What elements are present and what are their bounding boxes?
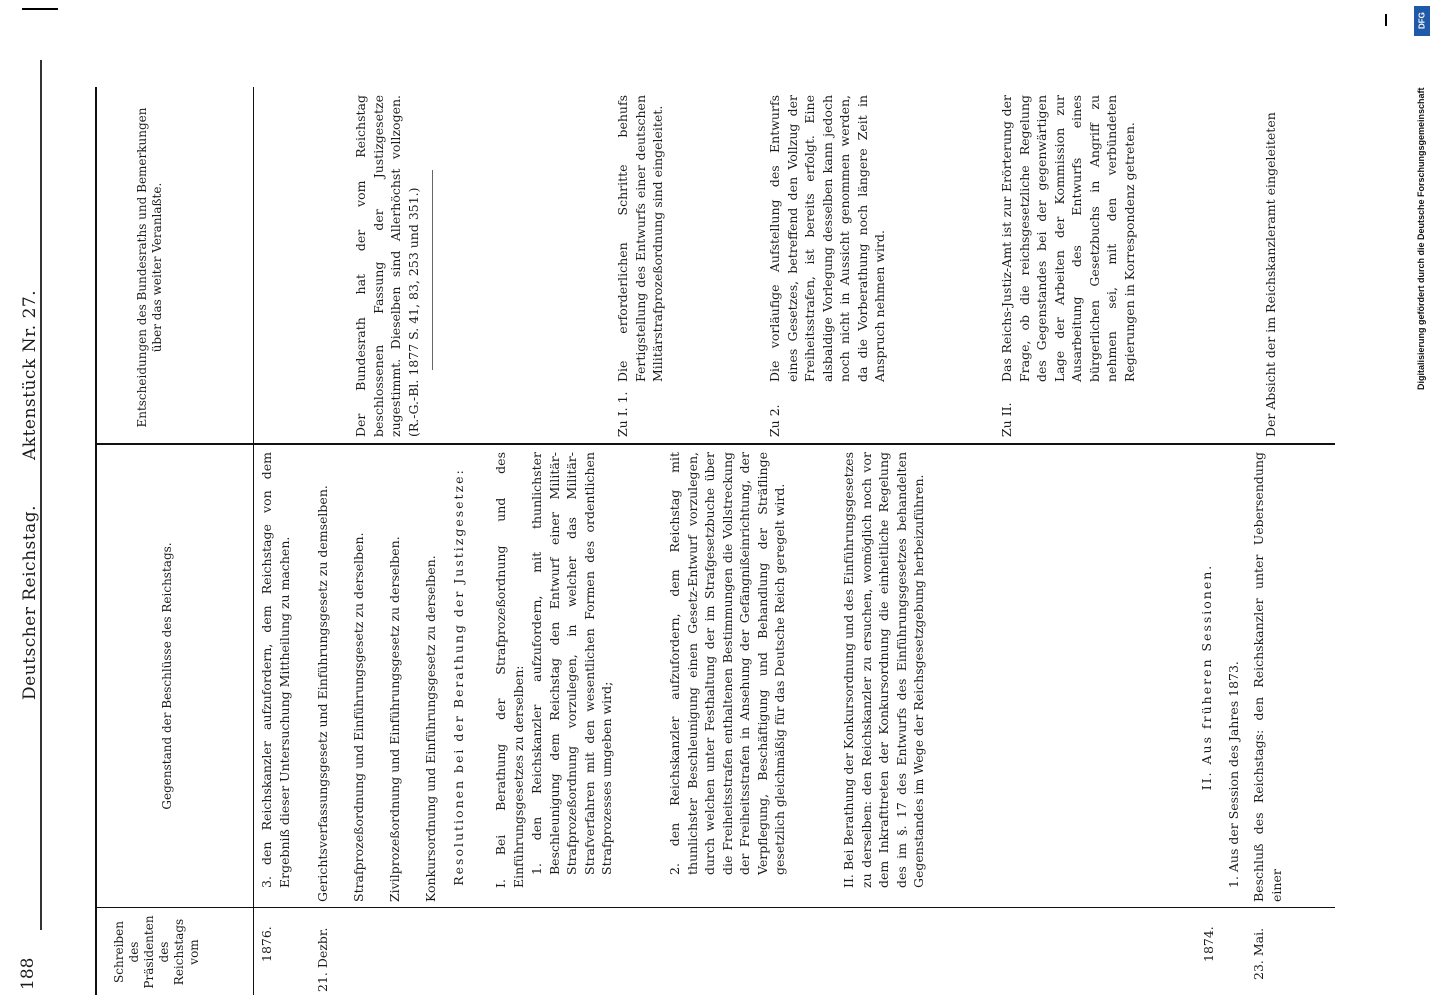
resolution-I-1: 1. den Reichskanzler aufzufordern, mit thunlichster Beschleunigung dem Reichstag den Entwurf einer Militär-Strafprozeßordnung vorzulegen, in welcher das Militär-Strafverfahren mit den wesentlichen Formen des ordentlichen Strafprozesses umgeben wird; bbox=[529, 452, 614, 875]
short-rule bbox=[432, 170, 433, 370]
law-ko: Konkursordnung und Einführungsgesetz zu derselben. bbox=[423, 555, 438, 902]
date-23-mai: 23. Mai. bbox=[1251, 927, 1266, 980]
resolution-II: II. Bei Berathung der Konkursordnung und des Einführungsgesetzes zu derselben: den Reichskanzler zu ersuchen, womöglich noch vor dem Inkrafttreten der Konkursordnung die einheitliche Regelung des im §. 17 des Entwurfs des Einführungsgesetzes behandelten Gegenstandes im Wege der Reichsgesetzgebung herbeizuführen. bbox=[841, 452, 926, 888]
column-divider-date bbox=[95, 907, 1335, 908]
date-1874: 1874. bbox=[1201, 926, 1216, 962]
decision-justizgesetze: Der Bundesrath hat der vom Reichstag beschlossenen Fassung der Justizgesetze zugestimmt. Dieselben sind Allerhöchst vollzogen. (R.-G.-Bl. 1877 S. 41, 83, 253 und 351.) bbox=[353, 95, 421, 437]
table-top-rule bbox=[95, 87, 97, 995]
decision-last: Der Absicht der im Reichskanzleramt eingeleiteten bbox=[1263, 112, 1278, 437]
session-1873-heading: 1. Aus der Session des Jahres 1873. bbox=[1226, 661, 1241, 888]
date-21-dezbr: 21. Dezbr. bbox=[315, 927, 330, 992]
document-number: Aktenstück Nr. 27. bbox=[20, 289, 40, 460]
column-header-decisions: Entscheidungen des Bundesraths und Bemerkungen über das weiter Veranlaßte. bbox=[135, 107, 164, 428]
decision-I-1: Die erforderlichen Schritte behufs Fertigstellung des Entwurfs einer deutschen Militärstrafprozeßordnung sind eingeleitet. bbox=[615, 95, 665, 382]
column-header-date: Schreiben des Präsidenten des Reichstags vom bbox=[112, 915, 201, 989]
ref-II: Zu II. bbox=[999, 402, 1014, 437]
header-bottom-rule bbox=[253, 87, 254, 995]
decision-I-2: Die vorläufige Aufstellung des Entwurfs eines Gesetzes, betreffend den Vollzug der Freiheitsstrafen, ist bereits erfolgt. Eine alsbaldige Vorlegung desselben kann jedoch noch nicht in Aussicht genommen werden, da die Vorberathung noch längere Zeit in Anspruch nehmen wird. bbox=[767, 95, 887, 382]
law-gvg: Gerichtsverfassungsgesetz und Einführungsgesetz zu demselben. bbox=[315, 485, 330, 902]
decision-II: Das Reichs-Justiz-Amt ist zur Erörterung der Frage, ob die reichsgesetzliche Regelung des Gegenstandes bei der gegenwärtigen Lage der Arbeiten der Kommission zur Ausarbeitung des Entwurfs eines bürgerlichen Gesetzbuchs in Angriff zu nehmen sei, mit den verbündeten Regierungen in Korrespondenz getreten. bbox=[999, 95, 1137, 382]
column-header-subject: Gegenstand der Beschlüsse des Reichstags. bbox=[160, 542, 174, 810]
crop-mark bbox=[1385, 14, 1387, 26]
dfg-credit-text: Digitalisierung gefördert durch die Deutsche Forschungsgemeinschaft bbox=[1416, 87, 1426, 390]
ref-I-1: Zu I. 1. bbox=[615, 391, 630, 437]
section-II-heading: II. Aus früheren Sessionen. bbox=[1199, 563, 1214, 791]
date-1876: 1876. bbox=[259, 926, 274, 962]
dfg-logo: DFG bbox=[1414, 6, 1430, 36]
crop-edge bbox=[40, 60, 42, 930]
running-title: Deutscher Reichstag. bbox=[20, 505, 40, 700]
resolution-I-2: 2. den Reichskanzler aufzufordern, dem Reichstag mit thunlichster Beschleunigung einen Gesetz-Entwurf vorzulegen, durch welchen unter Festhaltung der im Strafgesetzbuche über die Freiheitsstrafen enthaltenen Bestimmungen die Vollstreckung der Freiheitsstrafen in Ansehung der Gefängnißeinrichtung, der Verpflegung, Beschäftigung und Behandlung der Sträflinge gesetzlich gleichmäßig für das Deutsche Reich geregelt wird. bbox=[667, 452, 787, 875]
ref-I-2: Zu 2. bbox=[767, 404, 782, 437]
page-number: 188 bbox=[18, 957, 38, 990]
resolution-I: I. Bei Berathung der Strafprozeßordnung und des Einführungsgesetzes zu derselben: bbox=[493, 452, 526, 888]
resolution-item-3: 3. den Reichskanzler aufzufordern, dem Reichstage von dem Ergebniß dieser Untersuchung Mittheilung zu machen. bbox=[259, 452, 292, 888]
crop-mark bbox=[22, 8, 58, 10]
resolutions-heading: Resolutionen bei der Berathung der Justizgesetze: bbox=[451, 468, 466, 886]
law-stpo: Strafprozeßordnung und Einführungsgesetz zu derselben. bbox=[351, 532, 366, 902]
law-zpo: Zivilprozeßordnung und Einführungsgesetz zu derselben. bbox=[387, 536, 402, 902]
column-divider-decisions bbox=[95, 443, 1335, 445]
beschluss-text: Beschluß des Reichstags: den Reichskanzler unter Uebersendung einer bbox=[1251, 452, 1284, 902]
